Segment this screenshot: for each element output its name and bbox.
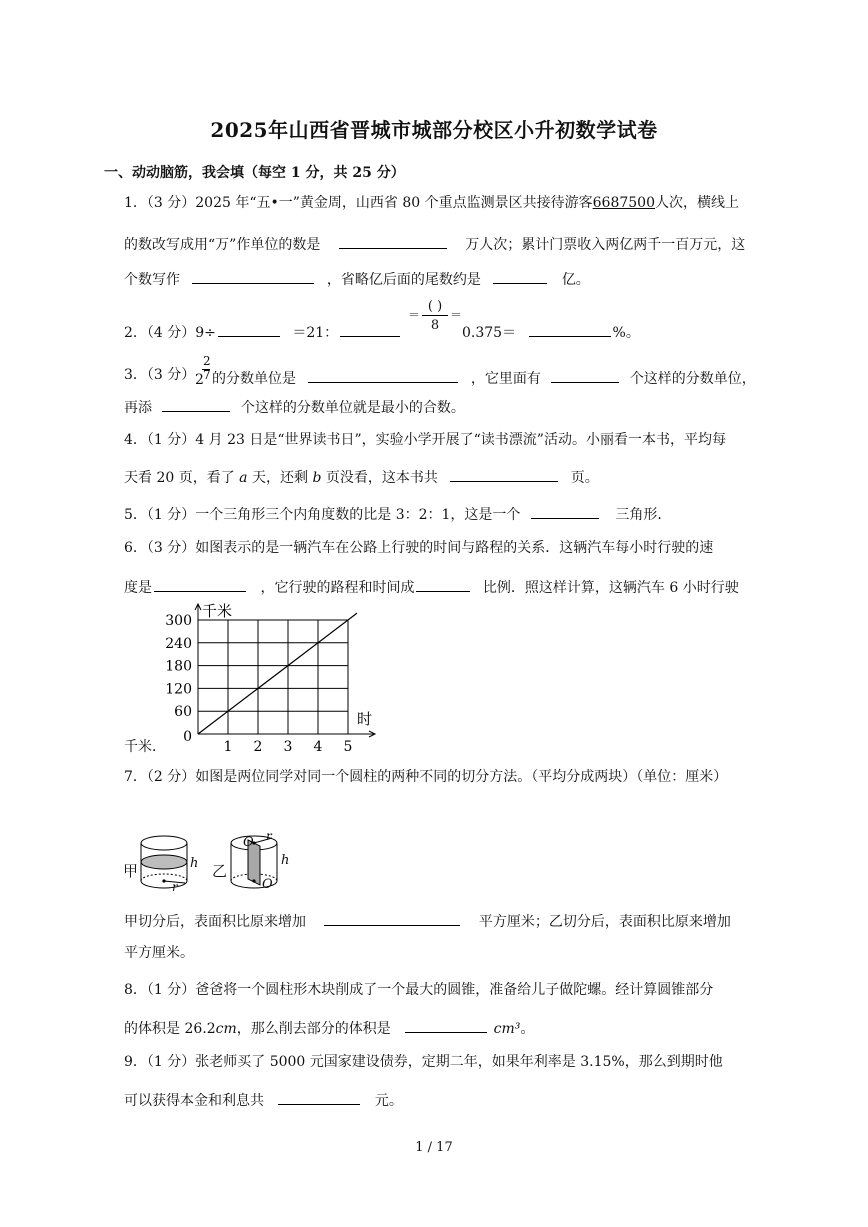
label-r-jia: r (172, 880, 178, 894)
answer-blank[interactable] (218, 322, 280, 337)
distance-time-chart (160, 598, 390, 756)
question-7-line2 (124, 911, 731, 929)
q2-text-a: 2．（4 分）9÷ (124, 325, 216, 341)
q3-text-a: 的分数单位是 (212, 371, 296, 387)
figure-label-yi: 乙 (212, 862, 228, 880)
q6-text-a: 度是 (124, 580, 152, 596)
y-axis-label: 千米 (202, 602, 233, 620)
q6-text-c: 比例．照这样计算，这辆汽车 6 小时行驶 (482, 580, 739, 596)
page-number: 1 / 17 (415, 1140, 453, 1155)
q4-text-a: 天看 20 页，看了 (124, 470, 235, 486)
label-o-bottom: O (262, 877, 273, 892)
question-3-line1 (212, 368, 756, 386)
question-8-line1: 8．（1 分）爸爸将一个圆柱形木块削成了一个最大的圆锥，准备给儿子做陀螺。经计算圆锥部分 (124, 982, 714, 998)
question-7-line1: 7．（2 分）如图是两位同学对同一个圆柱的两种不同的切分方法。（平均分成两块）（单位：厘米） (124, 769, 728, 785)
q2-text-b: ＝21： (292, 325, 339, 341)
question-5 (124, 504, 671, 522)
q9-text-a: 可以获得本金和利息共 (124, 1093, 264, 1109)
answer-blank[interactable] (551, 368, 619, 383)
y-tick-label: 120 (165, 681, 192, 698)
q8-text-a: 的体积是 26.2 (124, 1021, 216, 1037)
fraction-bar (422, 315, 448, 316)
q6-text-b: ，它行驶的路程和时间成 (260, 580, 415, 596)
q2-equals-1: ＝ (408, 308, 421, 322)
q2-fraction-numerator: ( ) (427, 299, 443, 314)
answer-blank[interactable] (450, 467, 558, 482)
q5-text-a: 5．（1 分）一个三角形三个内角度数的比是 3：2：1，这是一个 (124, 507, 521, 523)
q3-line2-b: 个这样的分数单位就是最小的合数。 (240, 400, 465, 416)
answer-blank[interactable] (308, 368, 458, 383)
label-o-top: O (243, 835, 254, 850)
question-6-line1: 6．（3 分）如图表示的是一辆汽车在公路上行驶的时间与路程的关系．这辆汽车每小时行驶的速 (124, 540, 714, 556)
q1-line3-b: ，省略亿后面的尾数约是 (326, 272, 481, 288)
y-tick-label: 60 (174, 704, 192, 721)
series-line (198, 613, 357, 734)
answer-blank[interactable] (531, 504, 599, 519)
question-9-line1: 9．（1 分）张老师买了 5000 元国家建设债券，定期二年，如果年利率是 3.15%，那么到期时他 (124, 1054, 723, 1070)
q1-line2-a: 的数改写成用“万”作单位的数是 (124, 237, 321, 253)
q8-text-c: 。 (520, 1021, 535, 1037)
y-tick-label: 180 (165, 658, 192, 675)
answer-blank[interactable] (416, 577, 470, 592)
q3-line2-a: 再添 (124, 400, 152, 416)
question-2-left (124, 322, 402, 340)
q5-text-b: 三角形． (615, 507, 672, 523)
doc-title: 2025年山西省晋城市城部分校区小升初数学试卷 (210, 118, 658, 142)
answer-blank[interactable] (405, 1018, 487, 1033)
mixed-number-denominator: 7 (203, 368, 211, 382)
answer-blank[interactable] (339, 234, 447, 249)
q3-text-b: ，它里面有 (470, 371, 541, 387)
x-tick-label: 1 (223, 739, 233, 755)
q3-text-c: 个这样的分数单位， (629, 371, 756, 387)
question-4-line1: 4．（1 分）4 月 23 日是“世界读书日”，实验小学开展了“读书漂流”活动。小丽看一本书，平均每 (124, 432, 726, 448)
q4-variable-b: b (312, 470, 322, 486)
label-r-yi: r (266, 829, 272, 843)
question-3-line2 (124, 397, 465, 415)
x-tick-label: 2 (253, 739, 263, 755)
q1-number: 6687500 (592, 195, 655, 211)
q1-line2-b: 万人次；累计门票收入两亿两千一百万元，这 (465, 237, 746, 253)
q8-unit-cm: cm (215, 1021, 237, 1037)
question-6-line3: 千米． (124, 739, 166, 755)
question-3-prefix: 3．（3 分） (124, 367, 196, 383)
answer-blank[interactable] (278, 1090, 360, 1105)
question-8-line2 (124, 1018, 534, 1036)
q1-text-b: 人次，横线上 (655, 195, 739, 211)
label-h-yi: h (281, 853, 290, 868)
question-9-line2 (124, 1090, 403, 1108)
answer-blank[interactable] (154, 577, 246, 592)
question-1-line3 (124, 269, 590, 287)
q2-fraction-denominator: 8 (430, 318, 440, 333)
answer-blank[interactable] (340, 322, 400, 337)
q1-text-a: 1．（3 分）2025 年“五•一”黄金周，山西省 80 个重点监测景区共接待游客 (124, 195, 593, 211)
section-heading: 一、动动脑筋，我会填（每空 1 分，共 25 分） (104, 165, 405, 181)
x-axis-label: 时 (357, 710, 373, 728)
x-tick-label: 5 (343, 739, 353, 755)
answer-blank[interactable] (162, 397, 230, 412)
q8-unit-cm3: cm³ (493, 1021, 521, 1037)
answer-blank[interactable] (529, 322, 611, 337)
q9-text-b: 元。 (374, 1093, 403, 1109)
y-tick-label: 300 (165, 613, 192, 629)
q7-text-a: 甲切分后，表面积比原来增加 (124, 914, 306, 930)
q4-text-c: 页没看，这本书共 (325, 470, 438, 486)
question-1-line2 (124, 234, 745, 252)
q8-text-b: ，那么削去部分的体积是 (236, 1021, 391, 1037)
answer-blank[interactable] (324, 911, 460, 926)
x-tick-label: 3 (283, 739, 293, 755)
q7-text-b: 平方厘米；乙切分后，表面积比原来增加 (478, 914, 731, 930)
mixed-number-numerator: 2 (203, 354, 211, 368)
q2-text-c: 0.375＝ (462, 325, 517, 341)
q2-text-d: %。 (612, 325, 640, 341)
answer-blank[interactable] (192, 269, 314, 284)
q4-text-b: 天，还剩 (251, 470, 308, 486)
y-tick-label: 240 (165, 635, 192, 652)
question-1-line1 (124, 196, 739, 210)
q1-line3-c: 亿。 (561, 272, 590, 288)
q2-equals-2: ＝ (450, 308, 463, 322)
x-tick-label: 4 (313, 739, 323, 755)
answer-blank[interactable] (493, 269, 547, 284)
mixed-number-whole: 2 (195, 372, 204, 388)
q1-line3-a: 个数写作 (124, 272, 180, 288)
question-6-line2 (124, 577, 739, 595)
q4-variable-a: a (239, 470, 248, 486)
question-4-line2 (124, 467, 599, 485)
label-h-jia: h (190, 856, 199, 871)
question-2-right (462, 322, 640, 340)
q4-text-d: 页。 (570, 470, 599, 486)
y-tick-label: 0 (183, 729, 192, 745)
question-7-line3: 平方厘米。 (124, 945, 194, 961)
figure-label-jia: 甲 (123, 862, 139, 880)
